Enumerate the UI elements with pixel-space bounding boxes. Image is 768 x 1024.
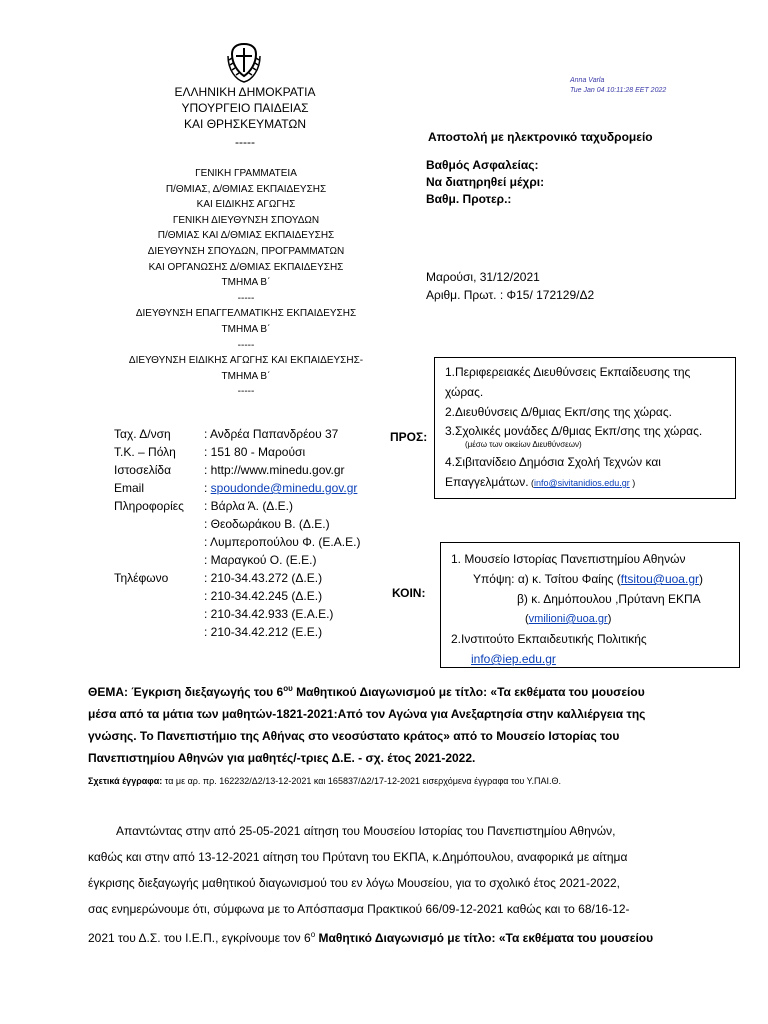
- contact-labels: [114, 425, 206, 587]
- dept-line: ΤΜΗΜΑ Β΄: [221, 277, 271, 289]
- keep-until: Να διατηρηθεί μέχρι:: [426, 175, 545, 189]
- value-info-3: : Λυμπεροπούλου Φ. (Ε.Α.Ε.): [204, 535, 361, 549]
- dept-line: -----: [237, 339, 255, 351]
- cc-attn-b-open: (: [525, 613, 529, 625]
- cc-attn-b-email-link[interactable]: vmilioni@uoa.gr: [528, 613, 608, 625]
- cc-attn-a-text: Υπόψη: α) κ. Τσίτου Φαίης (: [473, 572, 621, 586]
- subject-line-1: [88, 678, 704, 703]
- header-line-3: ΚΑΙ ΘΡΗΣΚΕΥΜΑΤΩΝ: [184, 117, 306, 131]
- subject-sup: ου: [283, 684, 293, 693]
- value-postcode: : 151 80 - Μαρούσι: [204, 445, 306, 459]
- value-email-row: [204, 479, 384, 497]
- recipient-1-cont: χώρας.: [445, 385, 484, 399]
- recipients-box: [434, 357, 736, 499]
- priority-grade: Βαθμ. Προτερ.:: [426, 192, 512, 206]
- label-email: Email: [114, 481, 145, 495]
- recipients-label: ΠΡΟΣ:: [390, 430, 428, 444]
- value-phone-3: : 210-34.42.933 (Ε.Α.Ε.): [204, 607, 334, 621]
- document-date: Μαρούσι, 31/12/2021: [426, 270, 540, 284]
- recipient-4-cont: [445, 472, 735, 493]
- dept-line: -----: [237, 386, 255, 398]
- recipient-1: 1.Περιφερειακές Διευθύνσεις Εκπαίδευσης της: [445, 365, 691, 379]
- related-text: τα με αρ. πρ. 162232/Δ2/13-12-2021 και 165837/Δ2/17-12-2021 εισερχόμενα έγγραφα του Υ.ΠΑΙ.Θ.: [162, 776, 562, 786]
- value-info-4: : Μαραγκού Ο. (Ε.Ε.): [204, 553, 317, 567]
- recipient-4-close: ): [629, 478, 636, 488]
- body-text: [88, 818, 708, 951]
- subject-block: [88, 678, 704, 769]
- dept-line: ΤΜΗΜΑ Β΄: [221, 323, 271, 335]
- dept-line: ΔΙΕΥΘΥΝΣΗ ΣΠΟΥΔΩΝ, ΠΡΟΓΡΑΜΜΑΤΩΝ: [147, 245, 345, 257]
- dept-line: ΓΕΝΙΚΗ ΔΙΕΥΘΥΝΣΗ ΣΠΟΥΔΩΝ: [172, 214, 320, 226]
- dept-line: -----: [237, 292, 255, 304]
- security-block: [426, 157, 544, 208]
- dept-line: ΚΑΙ ΕΙΔΙΚΗΣ ΑΓΩΓΗΣ: [196, 199, 296, 211]
- cc-2-email-row: [451, 649, 739, 669]
- label-website: Ιστοσελίδα: [114, 463, 172, 477]
- dept-line: ΓΕΝΙΚΗ ΓΡΑΜΜΑΤΕΙΑ: [195, 168, 297, 179]
- subject-rest: Μαθητικού Διαγωνισμού με τίτλο: «Τα εκθέματα του μουσείου: [292, 685, 645, 699]
- department-block: [110, 166, 382, 400]
- cc-1-attn-b-email: [451, 609, 739, 629]
- body-line-5a: 2021 του Δ.Σ. του Ι.Ε.Π., εγκρίνουμε τον 6: [88, 931, 311, 945]
- value-info-1: : Βάρλα Ά. (Δ.Ε.): [204, 499, 293, 513]
- dept-line: ΤΜΗΜΑ Β΄: [221, 370, 271, 382]
- cc-2-email-link[interactable]: info@iep.edu.gr: [471, 652, 556, 666]
- body-line-4: σας ενημερώνουμε ότι, σύμφωνα με το Απόσπασμα Πρακτικού 66/09-12-2021 καθώς και το 68/16-12-: [88, 902, 630, 916]
- header-line-2: ΥΠΟΥΡΓΕΙΟ ΠΑΙΔΕΙΑΣ: [181, 101, 309, 115]
- label-info: Πληροφορίες: [114, 499, 184, 513]
- cc-1: 1. Μουσείο Ιστορίας Πανεπιστημίου Αθηνών: [451, 552, 686, 566]
- email-prefix: :: [204, 481, 211, 495]
- cc-attn-b-close: ): [607, 613, 612, 625]
- recipient-4: 4.Σιβιτανίδειο Δημόσια Σχολή Τεχνών και: [445, 455, 661, 469]
- value-address: : Ανδρέα Παπανδρέου 37: [204, 427, 339, 441]
- annotation-timestamp: Tue Jan 04 10:11:28 EET 2022: [570, 87, 667, 94]
- recipient-4-open: (: [528, 478, 535, 488]
- subject-lead: ΘΕΜΑ: Έγκριση διεξαγωγής του 6: [88, 685, 284, 699]
- cc-1-attn-a: [451, 569, 739, 589]
- coat-of-arms-icon: [224, 40, 264, 84]
- cc-2: 2.Ινστιτούτο Εκπαιδευτικής Πολιτικής: [451, 632, 647, 646]
- subject-line-4: Πανεπιστημίου Αθηνών για μαθητές/-τριες Δ.Ε. - σχ. έτος 2021-2022.: [88, 751, 476, 765]
- subject-line-3: γνώσης. Το Πανεπιστήμιο της Αθήνας στο νεοσύστατο κράτος» από το Μουσείο Ιστορίας του: [88, 729, 620, 743]
- ministry-header: [130, 84, 360, 150]
- dept-line: ΔΙΕΥΘΥΝΣΗ ΕΙΔΙΚΗΣ ΑΓΩΓΗΣ ΚΑΙ ΕΚΠΑΙΔΕΥΣΗΣ-: [128, 355, 364, 367]
- cc-attn-a-email-link[interactable]: ftsitou@uoa.gr: [620, 572, 699, 586]
- recipient-4-email-link[interactable]: info@sivitanidios.edu.gr: [534, 478, 630, 488]
- recipient-2: 2.Διευθύνσεις Δ/θμιας Εκπ/σης της χώρας.: [445, 405, 672, 419]
- label-phone: Τηλέφωνο: [114, 571, 169, 585]
- annotation-author: Anna Varla: [570, 77, 605, 84]
- value-phone-2: : 210-34.42.245 (Δ.Ε.): [204, 589, 323, 603]
- label-postcode: Τ.Κ. – Πόλη: [114, 445, 176, 459]
- related-documents: [88, 776, 561, 786]
- dept-line: Π/ΘΜΙΑΣ, Δ/ΘΜΙΑΣ ΕΚΠΑΙΔΕΥΣΗΣ: [165, 183, 327, 195]
- security-grade: Βαθμός Ασφαλείας:: [426, 158, 539, 172]
- annotation-stamp: [570, 76, 666, 96]
- subject-line-2: μέσα από τα μάτια των μαθητών-1821-2021:Από τον Αγώνα για Ανεξαρτησία στην καλλιέργεια της: [88, 707, 646, 721]
- body-sup: ο: [310, 930, 316, 939]
- body-line-2: καθώς και στην από 13-12-2021 αίτηση του Πρύτανη του ΕΚΠΑ, κ.Δημόπουλου, αναφορικά με αίτημα: [88, 850, 628, 864]
- recipient-4-name: Επαγγελμάτων.: [445, 475, 529, 489]
- cc-attn-a-close: ): [699, 572, 703, 586]
- label-address: Ταχ. Δ/νση: [114, 427, 171, 441]
- body-line-5: [88, 922, 708, 951]
- body-line-3: έγκρισης διεξαγωγής μαθητικού διαγωνισμού του εν λόγω Μουσείου, για το σχολικό έτος 2021-2022,: [88, 876, 621, 890]
- dept-line: Π/ΘΜΙΑΣ ΚΑΙ Δ/ΘΜΙΑΣ ΕΚΠΑΙΔΕΥΣΗΣ: [157, 230, 335, 242]
- contact-values: [204, 425, 384, 641]
- cc-label: ΚΟΙΝ:: [392, 586, 426, 600]
- dept-line: ΔΙΕΥΘΥΝΣΗ ΕΠΑΓΓΕΛΜΑΤΙΚΗΣ ΕΚΠΑΙΔΕΥΣΗΣ: [135, 308, 357, 320]
- cc-1-attn-b: β) κ. Δημόπουλου ,Πρύτανη ΕΚΠΑ: [517, 592, 701, 606]
- body-line-1: Απαντώντας στην από 25-05-2021 αίτηση του Μουσείου Ιστορίας του Πανεπιστημίου Αθηνών,: [116, 824, 616, 838]
- protocol-number: Αριθμ. Πρωτ. : Φ15/ 172129/Δ2: [426, 288, 595, 302]
- value-phone-4: : 210-34.42.212 (Ε.Ε.): [204, 625, 323, 639]
- dept-line: ΚΑΙ ΟΡΓΑΝΩΣΗΣ Δ/ΘΜΙΑΣ ΕΚΠΑΙΔΕΥΣΗΣ: [148, 261, 344, 273]
- recipient-3-note: (μέσω των οικείων Διευθύνσεων): [465, 440, 582, 449]
- header-sep: -----: [235, 135, 255, 149]
- value-phone-1: : 210-34.43.272 (Δ.Ε.): [204, 571, 323, 585]
- value-info-2: : Θεοδωράκου Β. (Δ.Ε.): [204, 517, 330, 531]
- value-website: : http://www.minedu.gov.gr: [204, 463, 345, 477]
- email-link[interactable]: spoudonde@minedu.gov.gr: [210, 481, 358, 495]
- body-line-5b: Μαθητικό Διαγωνισμό με τίτλο: «Τα εκθέματα του μουσείου: [315, 931, 654, 945]
- header-line-1: ΕΛΛΗΝΙΚΗ ΔΗΜΟΚΡΑΤΙΑ: [174, 85, 316, 99]
- related-label: Σχετικά έγγραφα:: [88, 776, 163, 786]
- date-protocol-block: [426, 268, 594, 304]
- email-send-note: Αποστολή με ηλεκτρονικό ταχυδρομείο: [428, 130, 653, 144]
- recipient-3: 3.Σχολικές μονάδες Δ/θμιας Εκπ/σης της χώρας.: [445, 424, 703, 438]
- cc-box: [440, 542, 740, 668]
